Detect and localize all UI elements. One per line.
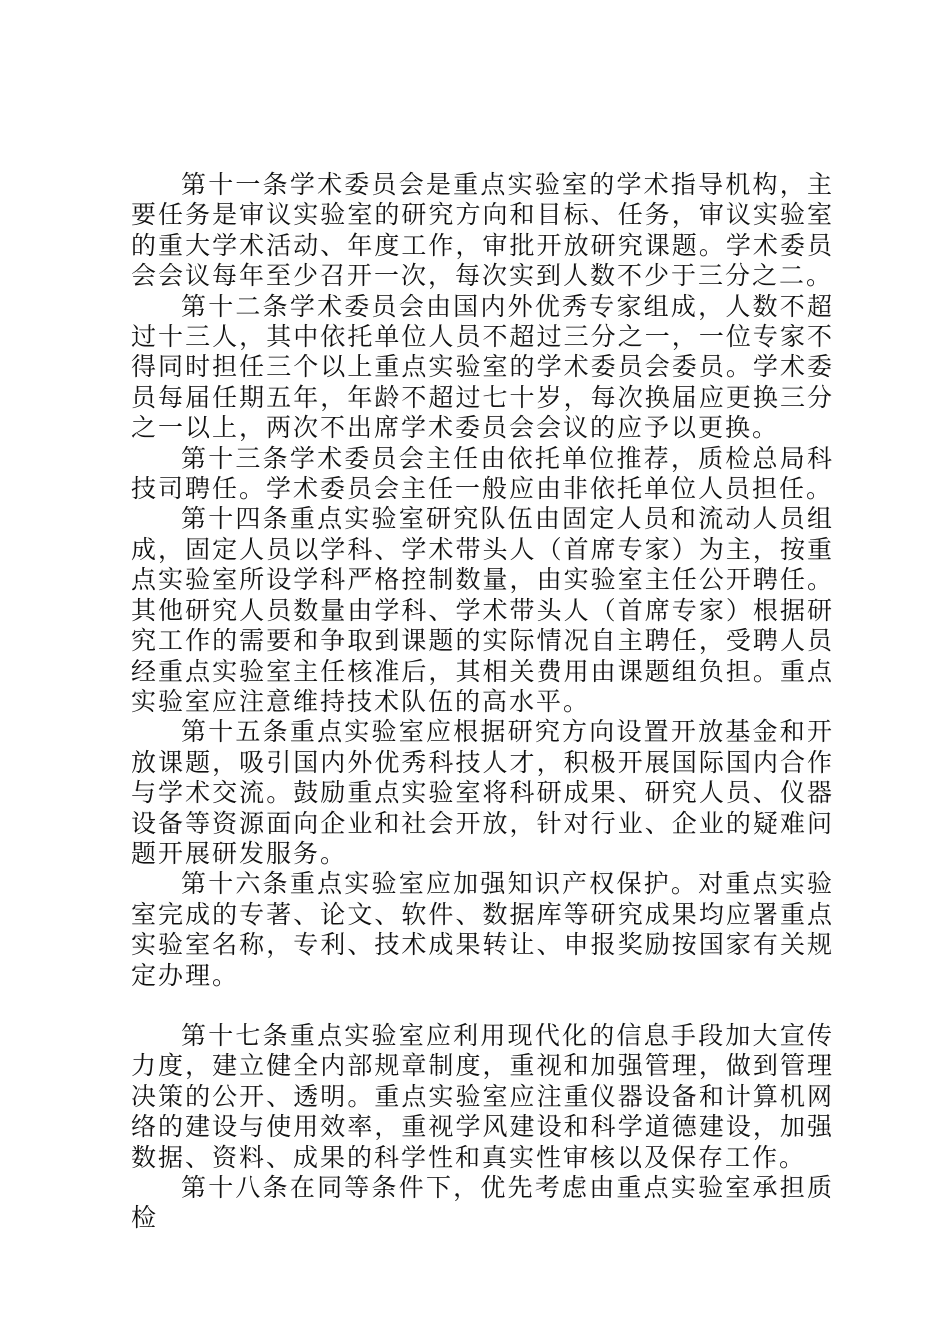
article-16-paragraph: 第十六条重点实验室应加强知识产权保护。对重点实验室完成的专著、论文、软件、数据库等研究成果均应署重点实验室名称，专利、技术成果转让、申报奖励按国家有关规定办理。 [131,869,834,990]
article-12-paragraph: 第十二条学术委员会由国内外优秀专家组成，人数不超过十三人，其中依托单位人员不超过三分之一，一位专家不得同时担任三个以上重点实验室的学术委员会委员。学术委员每届任期五年，年龄不超过七十岁，每次换届应更换三分之一以上，两次不出席学术委员会会议的应予以更换。 [131,291,834,443]
article-11-paragraph: 第十一条学术委员会是重点实验室的学术指导机构，主要任务是审议实验室的研究方向和目标、任务，审议实验室的重大学术活动、年度工作，审批开放研究课题。学术委员会会议每年至少召开一次，每次实到人数不少于三分之二。 [131,170,834,291]
article-13-paragraph: 第十三条学术委员会主任由依托单位推荐，质检总局科技司聘任。学术委员会主任一般应由非依托单位人员担任。 [131,443,834,504]
article-17-paragraph: 第十七条重点实验室应利用现代化的信息手段加大宣传力度，建立健全内部规章制度，重视和加强管理，做到管理决策的公开、透明。重点实验室应注重仪器设备和计算机网络的建设与使用效率，重视学风建设和科学道德建设，加强数据、资料、成果的科学性和真实性审核以及保存工作。 [131,1020,834,1172]
article-15-paragraph: 第十五条重点实验室应根据研究方向设置开放基金和开放课题，吸引国内外优秀科技人才，积极开展国际国内合作与学术交流。鼓励重点实验室将科研成果、研究人员、仪器设备等资源面向企业和社会开放，针对行业、企业的疑难问题开展研发服务。 [131,717,834,868]
article-14-paragraph: 第十四条重点实验室研究队伍由固定人员和流动人员组成，固定人员以学科、学术带头人（首席专家）为主，按重点实验室所设学科严格控制数量，由实验室主任公开聘任。其他研究人员数量由学科、学术带头人（首席专家）根据研究工作的需要和争取到课题的实际情况自主聘任，受聘人员经重点实验室主任核准后，其相关费用由课题组负担。重点实验室应注意维持技术队伍的高水平。 [131,504,834,716]
article-18-paragraph: 第十八条在同等条件下，优先考虑由重点实验室承担质检 [131,1173,834,1233]
document-body [131,170,834,1234]
paragraph-gap [131,991,834,1021]
